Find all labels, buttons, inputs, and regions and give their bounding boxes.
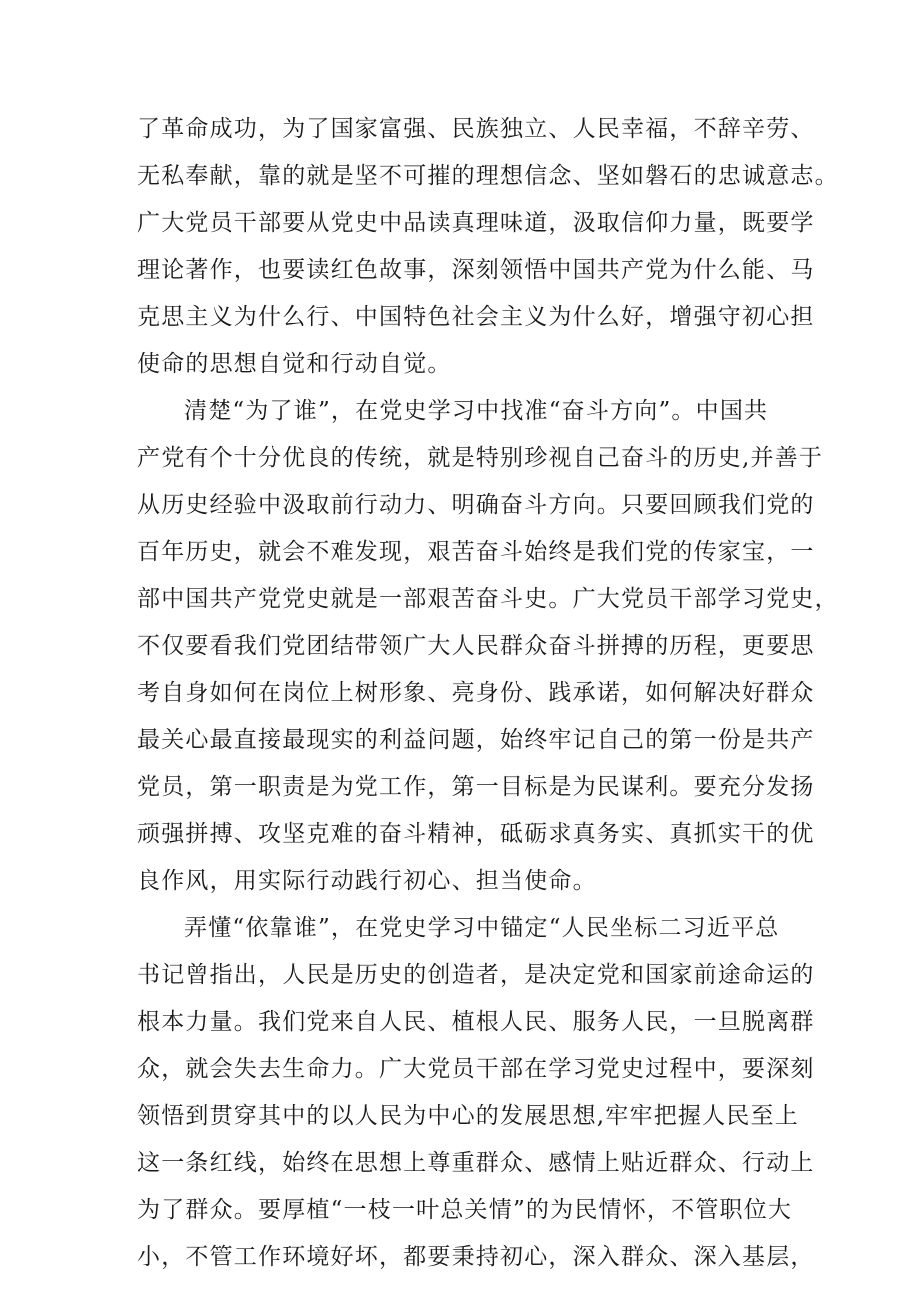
text-line: 根本力量。我们党来自人民、植根人民、服务人民，一旦脱离群 (137, 1009, 815, 1035)
text-line: 为了群众。要厚植“一枝一叶总关情”的为民情怀，不管职位大 (137, 1197, 793, 1223)
text-line: 党员，第一职责是为党工作，第一目标是为民谋利。要充分发扬 (137, 774, 815, 800)
text-line: 使命的思想自觉和行动自觉。 (137, 351, 452, 377)
text-line: 从历史经验中汲取前行动力、明确奋斗方向。只要回顾我们党的 (137, 492, 815, 518)
text-line: 顽强拼搏、攻坚克难的奋斗精神，砥砺求真务实、真抓实干的优 (137, 821, 815, 847)
text-line: 百年历史，就会不难发现，艰苦奋斗始终是我们党的传家宝，一 (137, 539, 815, 565)
text-line: 不仅要看我们党团结带领广大人民群众奋斗拼搏的历程，更要思 (137, 633, 815, 659)
text-line: 克思主义为什么行、中国特色社会主义为什么好，增强守初心担 (137, 304, 815, 330)
text-line: 书记曾指出，人民是历史的创造者，是决定党和国家前途命运的 (137, 962, 815, 988)
text-line: 无私奉献，靠的就是坚不可摧的理想信念、坚如磐石的忠诚意志。 (137, 163, 839, 189)
paragraph-start-line: 弄懂“依靠谁”，在党史学习中锚定“人民坐标二习近平总 (184, 915, 780, 941)
text-line: 这一条红线，始终在思想上尊重群众、感情上贴近群众、行动上 (137, 1150, 815, 1176)
text-line: 最关心最直接最现实的利益问题，始终牢记自己的第一份是共产 (137, 727, 815, 753)
text-line: 小，不管工作环境好坏，都要秉持初心，深入群众、深入基层， (137, 1244, 815, 1270)
paragraph-start-line: 清楚“为了谁”，在党史学习中找准“奋斗方向”。中国共 (184, 398, 769, 424)
text-line: 广大党员干部要从党史中品读真理味道，汲取信仰力量，既要学 (137, 210, 815, 236)
text-line: 了革命成功，为了国家富强、民族独立、人民幸福，不辞辛劳、 (137, 116, 815, 142)
text-line: 理论著作，也要读红色故事，深刻领悟中国共产党为什么能、马 (137, 257, 815, 283)
text-line: 部中国共产党党史就是一部艰苦奋斗史。广大党员干部学习党史， (137, 586, 839, 612)
text-line: 领悟到贯穿其中的以人民为中心的发展思想,牢牢把握人民至上 (137, 1103, 799, 1129)
text-line: 产党有个十分优良的传统，就是特别珍视自己奋斗的历史,并善于 (137, 445, 824, 471)
text-line: 考自身如何在岗位上树形象、亮身份、践承诺，如何解决好群众 (137, 680, 815, 706)
document-body (137, 106, 839, 1281)
text-line: 良作风，用实际行动践行初心、担当使命。 (137, 868, 597, 894)
text-line: 众，就会失去生命力。广大党员干部在学习党史过程中，要深刻 (137, 1056, 815, 1082)
